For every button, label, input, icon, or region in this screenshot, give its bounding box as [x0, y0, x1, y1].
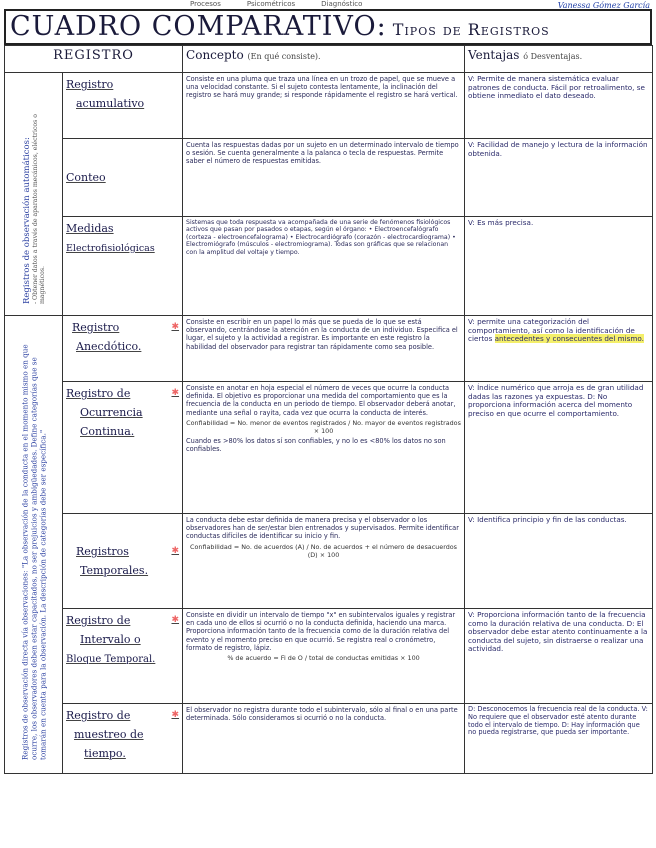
header-registro: REGISTRO: [5, 46, 183, 73]
header-concepto-label: Concepto: [186, 48, 244, 62]
row-name-line: Temporales.: [80, 564, 149, 577]
row-advantages: V: Proporciona información tanto de la frecuencia como la duración relativa de una conducta. D: El observador debe estar atento continuamente a la conducta del sujeto, sin distraerse o realizar una actividad.: [465, 609, 653, 704]
concept-text: Consiste en anotar en hoja especial el número de veces que ocurre la conducta definida. El objetivo es proporcionar una medida del comportamiento que es la frecuencia de la conducta en un periodo de tiempo. El observador deberá anotar, mediante una señal o rayita, cada vez que ocurra la conducta de interés.: [186, 384, 456, 417]
star-icon: ✱: [171, 615, 180, 625]
row-name-line: Bloque Temporal.: [66, 654, 156, 665]
row-name: [63, 704, 183, 774]
row-name-line: Registros: [76, 545, 129, 558]
concept-text: Consiste en dividir un intervalo de tiempo "x" en subintervalos iguales y registrar en cada uno de ellos si ocurrió o no la conducta definida, haciendo una marca. Proporciona información tanto de la frecuencia como de la duración relativa del evento y el momento preciso en que ocurrió. Se registra real o cronómetro, formato de registro, lápiz.: [186, 611, 456, 652]
table-row: [5, 139, 653, 217]
group-title: Registros de observación directa vía observaciones: "La observación de la conducta en el momento mismo en que ocurre, los observadores deben estar capacitados, no ser prejuicios y ambigüedades. Define categorías que se tomarán en cuenta para la observación. La descripción de categorías debe ser específica.": [20, 343, 47, 760]
header-row: [5, 46, 653, 73]
header-concepto: [183, 46, 465, 73]
row-name: [63, 139, 183, 217]
highlighted-text: antecedentes y consecuentes del mismo.: [494, 334, 644, 344]
group-automatic: [5, 73, 63, 316]
group-direct-label: [20, 330, 47, 760]
row-name-line: Registro: [66, 78, 114, 91]
top-strip-item: Diagnóstico: [321, 0, 363, 8]
concept-tail: Cuando es >80% los datos sí son confiables, y no lo es <80% los datos no son confiables.: [186, 437, 446, 454]
table-row: [5, 73, 653, 139]
group-direct: [5, 316, 63, 774]
row-name: [63, 609, 183, 704]
row-name-line: Medidas: [66, 222, 114, 235]
title-sub: Tipos de Registros: [392, 20, 550, 39]
advantages-text: V: permite una categorización del comportamiento, así como la identificación de ciertos: [468, 317, 635, 344]
row-name-line: Continua.: [80, 425, 135, 438]
author-name: Vanessa Gómez García: [557, 1, 650, 10]
table-row: [5, 704, 653, 774]
row-advantages: V: Permite de manera sistemática evaluar patrones de conducta. Fácil por retroalimento, se obtiene inmediato el dato deseado.: [465, 73, 653, 139]
page-title: [4, 9, 652, 45]
table-row: [5, 217, 653, 316]
row-name-line: Registro de: [66, 387, 131, 400]
row-name-line: Conteo: [66, 171, 106, 184]
row-concept: Consiste en una pluma que traza una línea en un trozo de papel, que se mueve a una velocidad constante. Si el sujeto contesta lentamente, la inclinación del registro se hará muy grande; si responde rápidamente el registro se hará vertical.: [183, 73, 465, 139]
row-advantages: V: Índice numérico que arroja es de gran utilidad dadas las razones ya expuestas. D: No proporciona información acerca del momento preciso en que ocurre el comportamiento.: [465, 382, 653, 514]
row-name-line: acumulativo: [76, 97, 145, 110]
header-ventajas-note: ó Desventajas.: [523, 52, 583, 61]
header-ventajas-label: Ventajas: [468, 48, 520, 62]
star-icon: ✱: [171, 388, 180, 398]
row-name-line: Anecdótico.: [76, 340, 142, 353]
row-concept: Consiste en escribir en un papel lo más que se pueda de lo que se está observando, centrándose la atención en la conducta de un individuo. Especifica el lugar, el sujeto y la actividad a registrar. Es importante en este registro la habilidad del observador para registrar tan rápidamente como sea posible.: [183, 316, 465, 382]
row-concept: El observador no registra durante todo el subintervalo, sólo al final o en una parte determinada. Sólo consideramos si ocurrió o no la conducta.: [183, 704, 465, 774]
row-name: [63, 73, 183, 139]
row-concept: Sistemas que toda respuesta va acompañada de una serie de fenómenos fisiológicos activos que pasan por pasados o etapas, según el órgano: • Electroencefalógrafo (corteza - electroencefalograma) • Electrocardiógrafo (corazón - electrocardiograma) • Electromiógrafo (músculos - electromiograma). Todas son gráficas que se relacionan con la amplitud del voltaje y tiempo.: [183, 217, 465, 316]
table-row: [5, 514, 653, 609]
top-strip-item: Procesos: [190, 0, 221, 8]
row-name: [63, 217, 183, 316]
row-name-line: Electrofisiológicas: [66, 243, 155, 254]
group-title: Registros de observación automáticos:: [21, 137, 32, 304]
group-automatic-label: [22, 84, 46, 304]
row-name-line: muestreo de: [74, 728, 144, 741]
header-ventajas: [465, 46, 653, 73]
star-icon: ✱: [171, 322, 180, 332]
row-name-line: tiempo.: [84, 747, 126, 760]
star-icon: ✱: [171, 546, 180, 556]
row-name: [63, 514, 183, 609]
row-concept: [183, 609, 465, 704]
formula: Confiabilidad = No. de acuerdos (A) / No. de acuerdos + el número de desacuerdos (D) × 100: [190, 542, 458, 559]
formula: Confiabilidad = No. menor de eventos registrados / No. mayor de eventos registrados × 100: [186, 418, 461, 436]
row-concept: [183, 382, 465, 514]
row-advantages: [465, 316, 653, 382]
row-advantages: D: Desconocemos la frecuencia real de la conducta. V: No requiere que el observador esté atento durante todo el intervalo de tiempo. D: Hay información que no pueda registrarse, que pueda ser importante.: [465, 704, 653, 774]
table-row: [5, 316, 653, 382]
row-advantages: V: Es más precisa.: [465, 217, 653, 316]
concept-text: La conducta debe estar definida de manera precisa y el observador o los observadores han de ser/estar bien entrenados y supervisados. Permite identificar conductas difíciles de identificar su inicio y fin.: [186, 516, 459, 541]
row-name-line: Ocurrencia: [80, 406, 143, 419]
title-main: CUADRO COMPARATIVO:: [10, 11, 387, 42]
row-advantages: V: Identifica principio y fin de las conductas.: [465, 514, 653, 609]
row-name: [63, 382, 183, 514]
header-concepto-note: (En qué consiste).: [247, 52, 321, 61]
row-concept: [183, 514, 465, 609]
table-row: [5, 609, 653, 704]
row-name-line: Registro: [72, 321, 120, 334]
row-name-line: Registro de: [66, 709, 131, 722]
comparison-table: [4, 45, 653, 774]
row-name-line: Registro de: [66, 614, 131, 627]
row-name: [63, 316, 183, 382]
top-strip-item: Psicométricos: [246, 0, 296, 8]
row-concept: Cuenta las respuestas dadas por un sujeto en un determinado intervalo de tiempo o sesión. Se cuenta generalmente a la palanca o tecla de respuestas. Permite saber el número de respuestas emitidas.: [183, 139, 465, 217]
row-name-line: Intervalo o: [80, 633, 141, 646]
formula: % de acuerdo = Fi de O / total de conductas emitidas × 100: [227, 654, 420, 663]
group-note: - Obtener datos a través de aparatos mecánicos, eléctricos o magnéticos.: [31, 113, 46, 304]
star-icon: ✱: [171, 710, 180, 720]
row-advantages: V: Facilidad de manejo y lectura de la información obtenida.: [465, 139, 653, 217]
table-row: [5, 382, 653, 514]
